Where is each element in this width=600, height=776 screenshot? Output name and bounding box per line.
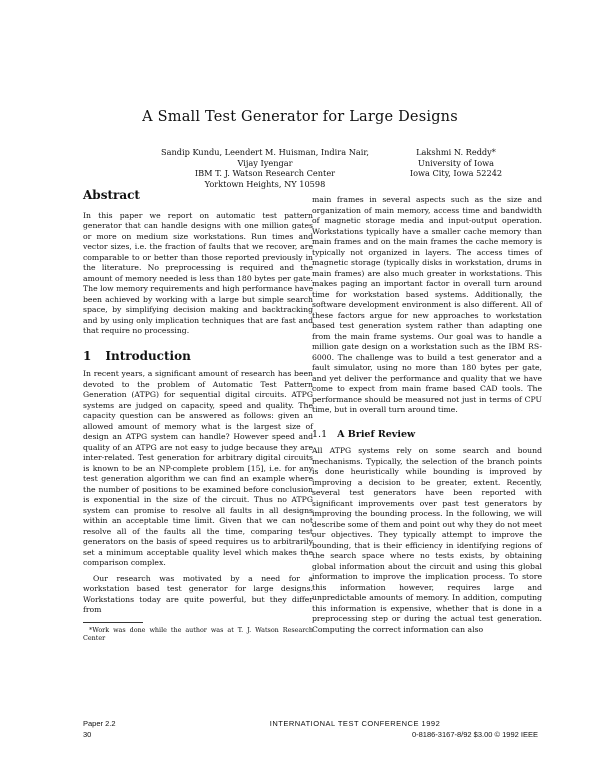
subsection-text: All ATPG systems rely on some search and bound mechanisms. Typically, the selection of the branch points is done heuristically while bounding is improved by improving a decision to be greater, extent. Recently, several test generators have been reported with significant improvements over past test generators by improving the bounding process. In the following, we will describe some of them and point out why they do not meet our objectives. They typically attempt to improve the bounding, that is their efficiency in identifying regions of the search space where no tests exists, by obtaining global information about the circuit and using this global information to improve the implication process. To store this information however, requires large and unpredictable amounts of memory. In addition, computing this information is expensive, whether that is done in a preprocessing step or during the actual test generation. Computing the correct information can also — [312, 446, 542, 634]
page-number: 30 — [83, 729, 92, 739]
author-names-right: Lakshmi N. Reddy* — [416, 147, 496, 157]
subsection-heading — [312, 430, 542, 441]
location-right: Iowa City, Iowa 52242 — [409, 168, 503, 179]
right-paragraph-1: main frames in several aspects such as the size and organization of main memory, access time and bandwidth of magnetic storage media and input-output operation. Workstations typically have a smaller cache memory than main frames and on the main frames the cache memory is typically not organized in layers. The access times of magnetic storage (typically disks in workstation, drums in main frames) are also much greater in workstations. This makes paging an important factor in overall turn around time for workstation based systems. Additionally, the software development environment is also different. All of these factors argue for new approaches to workstation based test generation system rather than adapting one from the main frame systems. Our goal was to handle a million gate design on a workstation such as the IBM RS-6000. The challenge was to build a test generator and a fault simulator, using no more than 180 bytes per gate, and yet deliver the performance and quality that we have come to expect from main frame based CAD tools. The performance should be measured not just in terms of CPU time, but in overall turn around time. — [312, 195, 542, 414]
subsection-number: 1.1 — [312, 428, 328, 440]
introduction-heading — [83, 348, 313, 363]
intro-paragraph-2: Our research was motivated by a need for a workstation based test generator for large designs. Workstations today are quite powerful, but they differ from — [83, 573, 313, 614]
subsection-title: A Brief Review — [337, 428, 416, 440]
author-names-left: Sandip Kundu, Leendert M. Huisman, Indira Nair, Vijay Iyengar — [161, 147, 369, 168]
paper-title: A Small Test Generator for Large Designs — [142, 109, 458, 125]
paper-number: Paper 2.2 — [83, 719, 116, 728]
right-column — [312, 195, 542, 640]
isbn-copyright: 0-8186-3167-8/92 $3.00 © 1992 IEEE — [411, 730, 538, 739]
section-number: 1 — [83, 348, 92, 363]
footnote-rule — [83, 622, 143, 623]
affiliation-left: IBM T. J. Watson Research Center — [194, 168, 336, 179]
abstract-heading: Abstract — [83, 188, 140, 202]
section-title: Introduction — [105, 348, 191, 363]
footnote: *Work was done while the author was at T. J. Watson Research Center — [83, 625, 313, 642]
authors-right — [372, 147, 540, 179]
authors-left — [150, 147, 380, 189]
location-left: Yorktown Heights, NY 10598 — [204, 178, 326, 189]
affiliation-right: University of Iowa — [417, 157, 495, 168]
footer-left — [83, 719, 116, 740]
intro-paragraph-1: In recent years, a significant amount of research has been devoted to the problem of Automatic Test Pattern Generation (ATPG) for sequential digital circuits. ATPG systems are judged on capacity, speed and quality. The capacity question can be answered as follows: given an allowed amount of memory what is the largest size of design an ATPG system can handle? However speed and quality of an ATPG are not easy to judge because they are inter-related. Test generation for arbitrary digital circuits is known to be an NP-complete problem [15], i.e. for any test generation algorithm we can find an example where the number of positions to be examined before conclusion is exponential in the size of the circuit. Thus no ATPG system can promise to resolve all faults in all designs within an acceptable time limit. Given that we can not resolve all of the faults all the time, comparing test generators on the basis of speed requires us to arbitrarily set a minimum acceptable quality level which makes the comparison complex. — [83, 369, 313, 567]
abstract-text: In this paper we report on automatic test pattern generator that can handle designs with one million gates or more on medium size workstations. Run times and vector sizes, i.e. the fraction of faults that we recover, are comparable to or better than those reported previously in the literature. No preprocessing is required and the amount of memory needed is less than 180 bytes per gate. The low memory requirements and high performance have been achieved by working with a large but simple search space, by simplifying decision making and backtracking and by using only implication techniques that are fast and that require no processing. — [83, 210, 313, 335]
left-column — [83, 190, 313, 642]
conference-name: INTERNATIONAL TEST CONFERENCE 1992 — [269, 719, 441, 728]
